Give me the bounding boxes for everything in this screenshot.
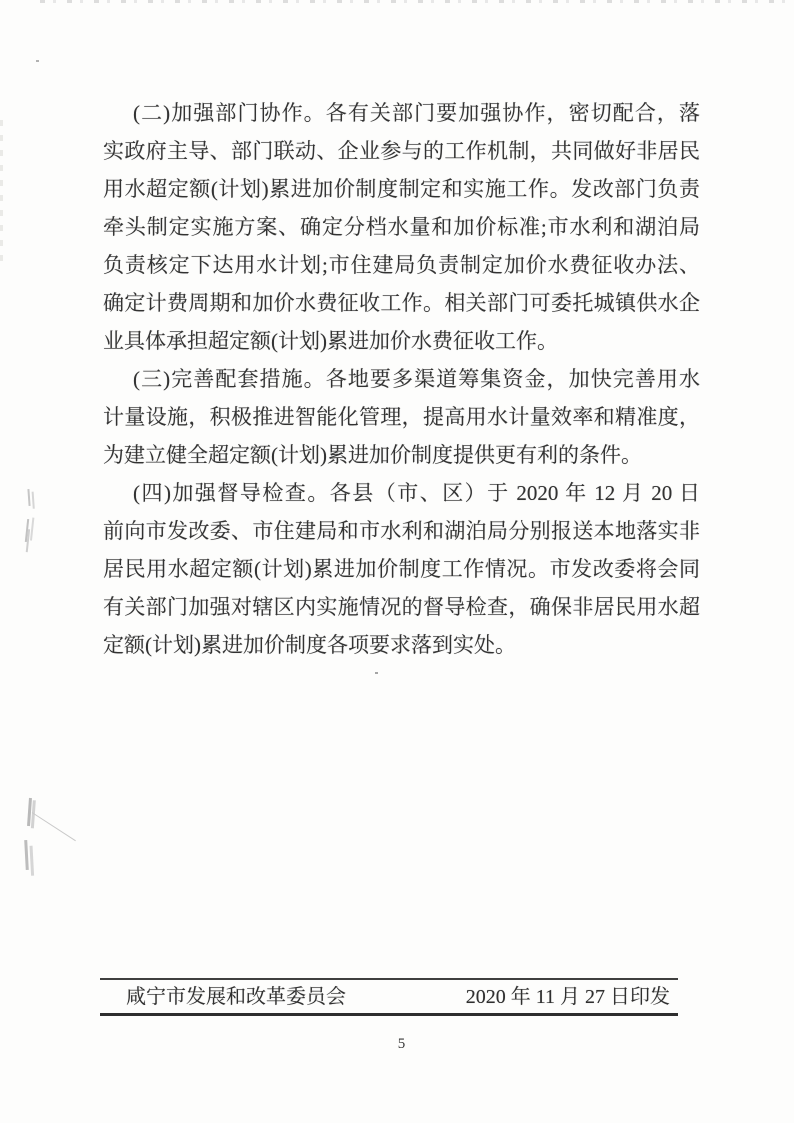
document-body <box>103 94 700 664</box>
issuing-office: 咸宁市发展和改革委员会 <box>126 986 346 1008</box>
scan-smudge <box>25 519 29 542</box>
text-line: 计量设施，积极推进智能化管理，提高用水计量效率和精准度， <box>103 405 700 429</box>
scan-edge-noise-left <box>0 120 3 270</box>
text-line: 居民用水超定额(计划)累进加价制度工作情况。市发改委将会同 <box>103 557 700 581</box>
text-line: 业具体承担超定额(计划)累进加价水费征收工作。 <box>103 329 558 353</box>
text-line: 用水超定额(计划)累进加价制度制定和实施工作。发改部门负责 <box>103 177 700 201</box>
text-line: 有关部门加强对辖区内实施情况的督导检查，确保非居民用水超 <box>103 595 700 619</box>
text-line: 前向市发改委、市住建局和市水利和湖泊局分别报送本地落实非 <box>103 519 700 543</box>
scan-scratch-line <box>32 812 76 841</box>
page-number: 5 <box>397 1036 406 1052</box>
text-line: 实政府主导、部门联动、企业参与的工作机制，共同做好非居民 <box>103 139 700 163</box>
text-line: (三)完善配套措施。各地要多渠道筹集资金，加快完善用水 <box>133 367 700 391</box>
text-line: 牵头制定实施方案、确定分档水量和加价标准;市水利和湖泊局 <box>103 215 700 239</box>
document-footer <box>100 978 678 1016</box>
text-line: 确定计费周期和加价水费征收工作。相关部门可委托城镇供水企 <box>103 291 700 315</box>
scan-speck <box>36 60 39 62</box>
text-line: (二)加强部门协作。各有关部门要加强协作，密切配合，落 <box>133 101 700 125</box>
print-date: 2020 年 11 月 27 日印发 <box>465 986 670 1008</box>
text-line: 负责核定下达用水计划;市住建局负责制定加价水费征收办法、 <box>103 253 700 277</box>
scan-edge-noise-top <box>40 0 794 3</box>
text-line: 定额(计划)累进加价制度各项要求落到实处。 <box>103 633 516 657</box>
scan-smudge <box>27 489 30 506</box>
scan-smudge <box>24 840 29 870</box>
footer-row <box>100 980 678 1013</box>
scan-speck <box>375 672 378 674</box>
text-line: (四)加强督导检查。各县（市、区）于 2020 年 12 月 20 日 <box>133 481 700 505</box>
text-line: 为建立健全超定额(计划)累进加价制度提供更有利的条件。 <box>103 443 642 467</box>
